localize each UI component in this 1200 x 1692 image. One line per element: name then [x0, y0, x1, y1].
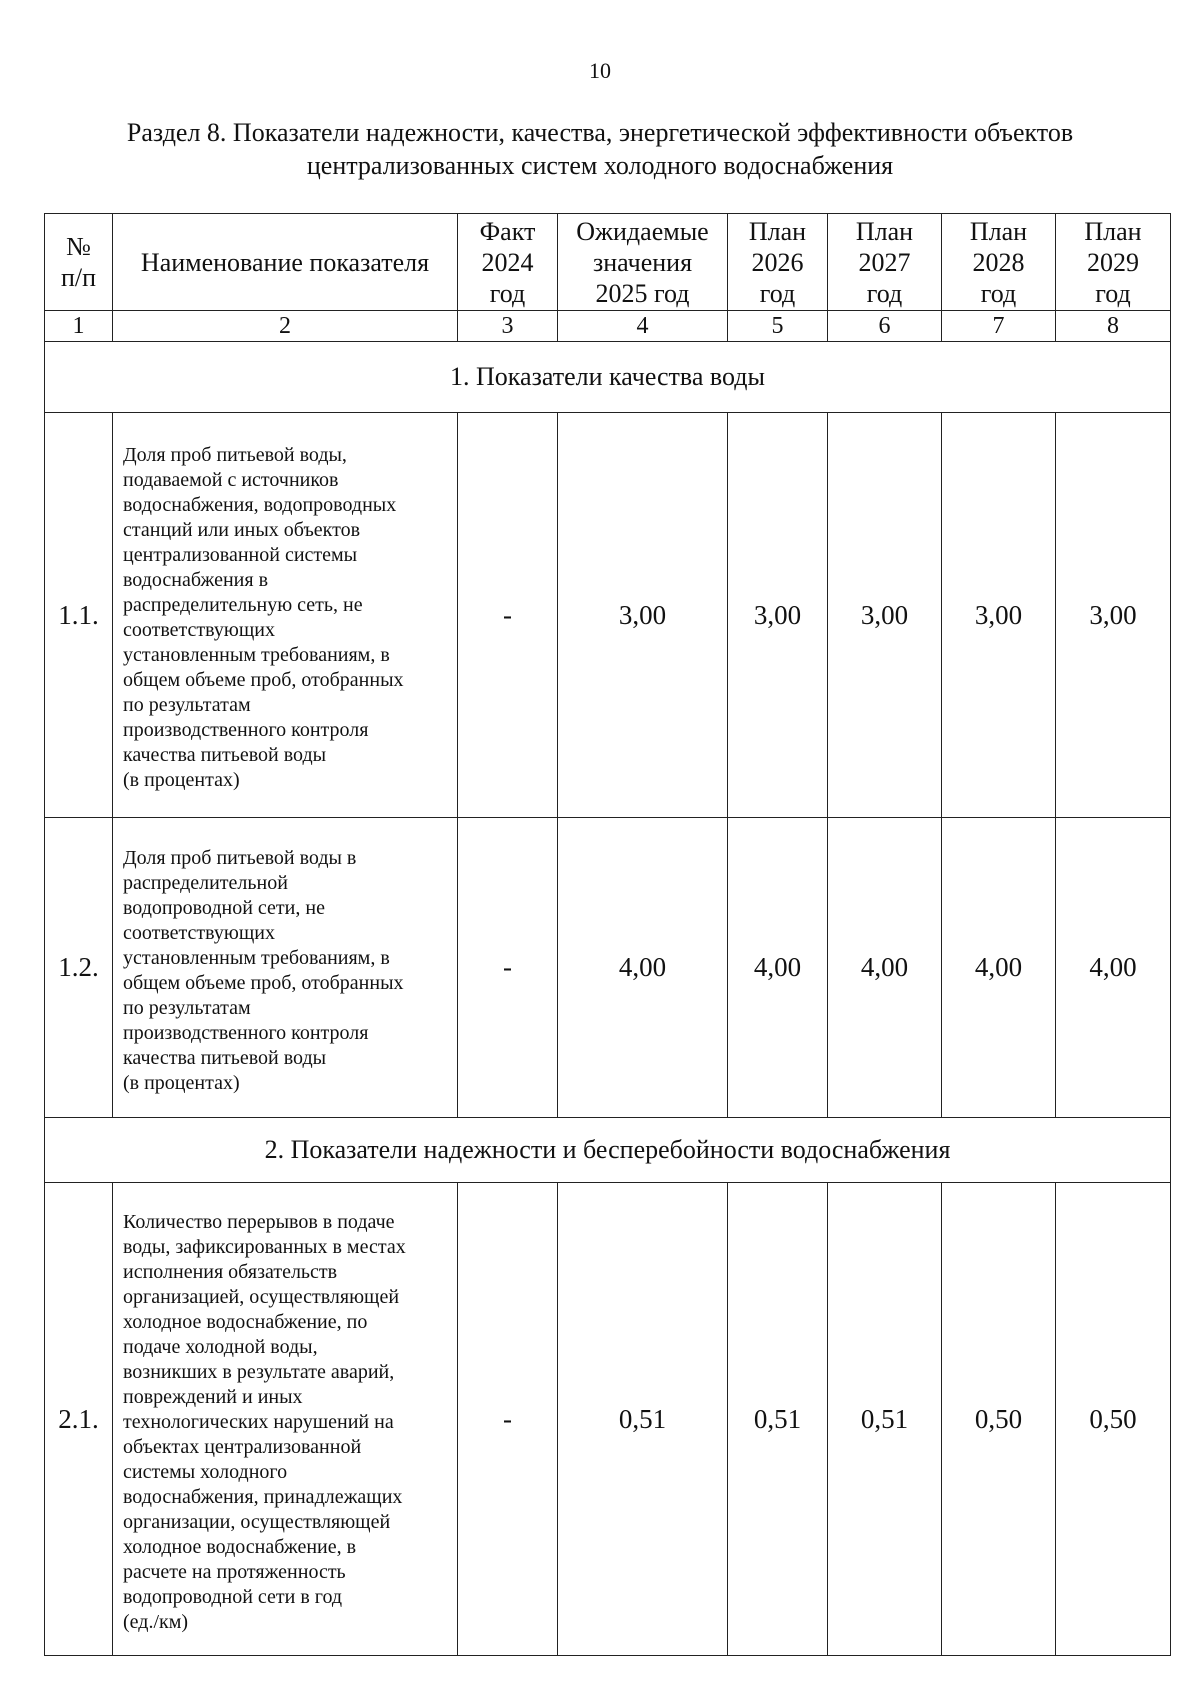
header-plan-2029: План 2029 год — [1056, 214, 1171, 311]
indicator-name: Доля проб питьевой воды в распределительной водопроводной сети, не соответствующих установленным требованиям, в общем объеме проб, отобранных по результатам производственного контроля качества питьевой воды (в процентах) — [113, 818, 458, 1118]
header-fact-2024: Факт 2024 год — [458, 214, 558, 311]
section-title — [40, 116, 1160, 182]
section-title-line-1: Раздел 8. Показатели надежности, качества, энергетической эффективности объектов — [126, 118, 1074, 147]
table-row — [45, 818, 1171, 1118]
header-plan-2027: План 2027 год — [828, 214, 942, 311]
value-plan-2028: 0,50 — [942, 1183, 1056, 1656]
indicator-name: Доля проб питьевой воды, подаваемой с источников водоснабжения, водопроводных станций или иных объектов централизованной системы водоснабжения в распределительную сеть, не соответствующих установленным требованиям, в общем объеме проб, отобранных по результатам производственного контроля качества питьевой воды (в процентах) — [113, 413, 458, 818]
section-title-line-2: централизованных систем холодного водоснабжения — [306, 151, 894, 180]
value-plan-2026: 4,00 — [728, 818, 828, 1118]
row-number: 1.2. — [45, 818, 113, 1118]
value-expected-2025: 4,00 — [558, 818, 728, 1118]
header-plan-2026: План 2026 год — [728, 214, 828, 311]
value-plan-2026: 0,51 — [728, 1183, 828, 1656]
value-expected-2025: 3,00 — [558, 413, 728, 818]
value-fact-2024: - — [458, 1183, 558, 1656]
column-number: 6 — [828, 311, 942, 342]
value-plan-2027: 3,00 — [828, 413, 942, 818]
column-number: 3 — [458, 311, 558, 342]
row-number: 2.1. — [45, 1183, 113, 1656]
column-number: 8 — [1056, 311, 1171, 342]
value-plan-2027: 4,00 — [828, 818, 942, 1118]
value-plan-2029: 4,00 — [1056, 818, 1171, 1118]
header-num: № п/п — [45, 214, 113, 311]
value-plan-2026: 3,00 — [728, 413, 828, 818]
header-plan-2028: План 2028 год — [942, 214, 1056, 311]
column-number: 7 — [942, 311, 1056, 342]
column-number: 2 — [113, 311, 458, 342]
group-title: 1. Показатели качества воды — [45, 342, 1171, 413]
value-fact-2024: - — [458, 818, 558, 1118]
header-row — [45, 214, 1171, 311]
column-number: 1 — [45, 311, 113, 342]
group-row-reliability — [45, 1118, 1171, 1183]
page-number: 10 — [589, 58, 611, 83]
group-row-water-quality — [45, 342, 1171, 413]
header-name: Наименование показателя — [113, 214, 458, 311]
value-plan-2029: 0,50 — [1056, 1183, 1171, 1656]
table-row — [45, 1183, 1171, 1656]
group-title: 2. Показатели надежности и бесперебойности водоснабжения — [45, 1118, 1171, 1183]
column-number-row — [45, 311, 1171, 342]
indicator-name: Количество перерывов в подаче воды, зафиксированных в местах исполнения обязательств организацией, осуществляющей холодное водоснабжение, по подаче холодной воды, возникших в результате аварий, повреждений и иных технологических нарушений на объектах централизованной системы холодного водоснабжения, принадлежащих организации, осуществляющей холодное водоснабжение, в расчете на протяженность водопроводной сети в год (ед./км) — [113, 1183, 458, 1656]
indicators-table — [44, 213, 1171, 1656]
value-plan-2028: 4,00 — [942, 818, 1056, 1118]
column-number: 5 — [728, 311, 828, 342]
table-row — [45, 413, 1171, 818]
value-expected-2025: 0,51 — [558, 1183, 728, 1656]
value-plan-2027: 0,51 — [828, 1183, 942, 1656]
row-number: 1.1. — [45, 413, 113, 818]
value-plan-2029: 3,00 — [1056, 413, 1171, 818]
value-plan-2028: 3,00 — [942, 413, 1056, 818]
header-expected-2025: Ожидаемые значения 2025 год — [558, 214, 728, 311]
value-fact-2024: - — [458, 413, 558, 818]
column-number: 4 — [558, 311, 728, 342]
